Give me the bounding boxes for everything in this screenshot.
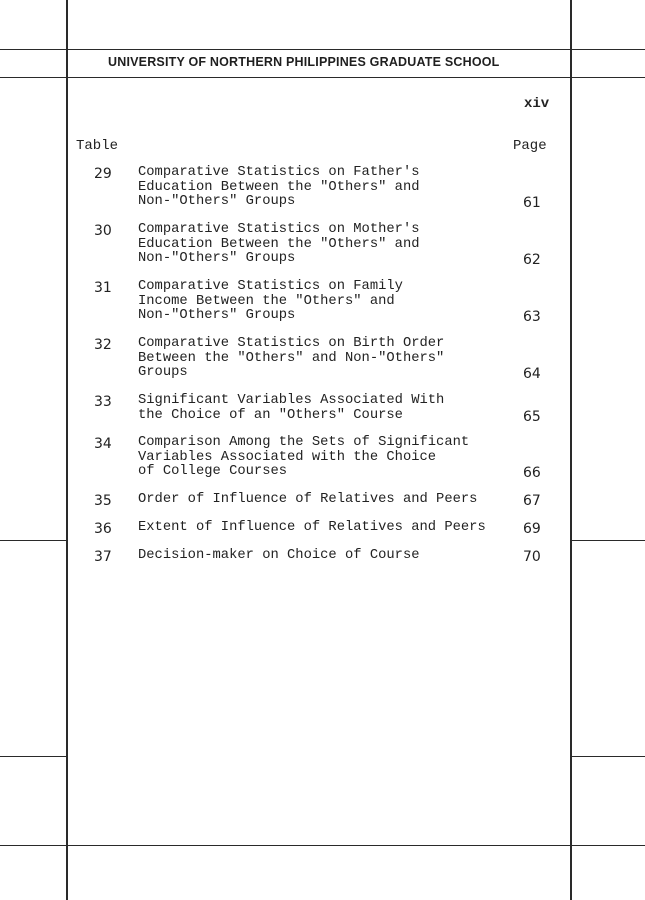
table-title (138, 394, 444, 423)
table-title-line: Education Between the "Others" and (138, 179, 420, 195)
right-margin-rule (570, 0, 572, 900)
table-title (138, 166, 420, 210)
table-title-line: Between the "Others" and Non-"Others" (138, 350, 445, 366)
table-title-line: Comparative Statistics on Mother's (138, 222, 420, 237)
footer-rule (0, 845, 645, 846)
page-reference: 64 (523, 366, 541, 382)
table-title-line: Comparative Statistics on Father's (138, 165, 420, 180)
table-title (138, 337, 444, 381)
header-rule-bottom (0, 77, 645, 78)
table-title-line: Income Between the "Others" and (138, 293, 395, 309)
page-reference: 63 (523, 309, 541, 325)
page-reference: 69 (523, 521, 541, 537)
column-heading-table: Table (76, 138, 119, 154)
page-number-roman: xiv (524, 96, 550, 112)
page-reference: 61 (523, 195, 541, 211)
table-title-line: of College Courses (138, 464, 288, 479)
institution-header: UNIVERSITY OF NORTHERN PHILIPPINES GRADUATE SCHOOL (108, 55, 500, 69)
table-number: 33 (94, 394, 112, 410)
right-margin-mark-1 (571, 540, 645, 541)
left-margin-mark-1 (0, 540, 66, 541)
left-margin-rule (66, 0, 68, 900)
header-rule-top (0, 49, 645, 50)
column-heading-page: Page (513, 138, 547, 154)
table-number: 37 (94, 549, 112, 565)
table-title-line: Groups (138, 365, 188, 380)
table-title (138, 493, 477, 508)
table-number: 35 (94, 493, 112, 509)
table-title (138, 436, 469, 480)
page-reference: 65 (523, 408, 541, 425)
right-margin-mark-2 (571, 756, 645, 757)
table-number: 32 (94, 337, 112, 353)
table-title-line: Order of Influence of Relatives and Peers (138, 492, 478, 507)
table-title-line: Decision-maker on Choice of Course (138, 548, 420, 563)
table-number: 30 (94, 223, 112, 239)
page-reference: 62 (523, 252, 541, 268)
table-title-line: Non-"Others" Groups (138, 308, 296, 323)
table-title-line: the Choice of an "Others" Course (138, 407, 403, 423)
page-reference: 67 (523, 493, 541, 509)
table-title (138, 223, 420, 267)
table-title-line: Education Between the "Others" and (138, 236, 420, 252)
page-reference: 66 (523, 465, 541, 481)
table-title-line: Variables Associated with the Choice (138, 449, 437, 465)
table-title-line: Non-"Others" Groups (138, 251, 296, 266)
table-number: 36 (94, 521, 112, 537)
table-title-line: Comparison Among the Sets of Significant (138, 435, 470, 450)
table-number: 34 (94, 436, 112, 452)
table-title-line: Significant Variables Associated With (138, 393, 445, 408)
table-number: 29 (94, 166, 112, 182)
table-title-line: Comparative Statistics on Birth Order (138, 336, 445, 351)
page-reference: 70 (523, 549, 541, 565)
table-title-line: Non-"Others" Groups (138, 194, 296, 209)
table-title (138, 549, 420, 564)
table-title (138, 521, 486, 536)
table-title-line: Comparative Statistics on Family (138, 279, 403, 294)
table-title-line: Extent of Influence of Relatives and Peers (138, 520, 486, 535)
table-number: 31 (94, 280, 112, 296)
left-margin-mark-2 (0, 756, 66, 757)
table-title (138, 280, 403, 324)
